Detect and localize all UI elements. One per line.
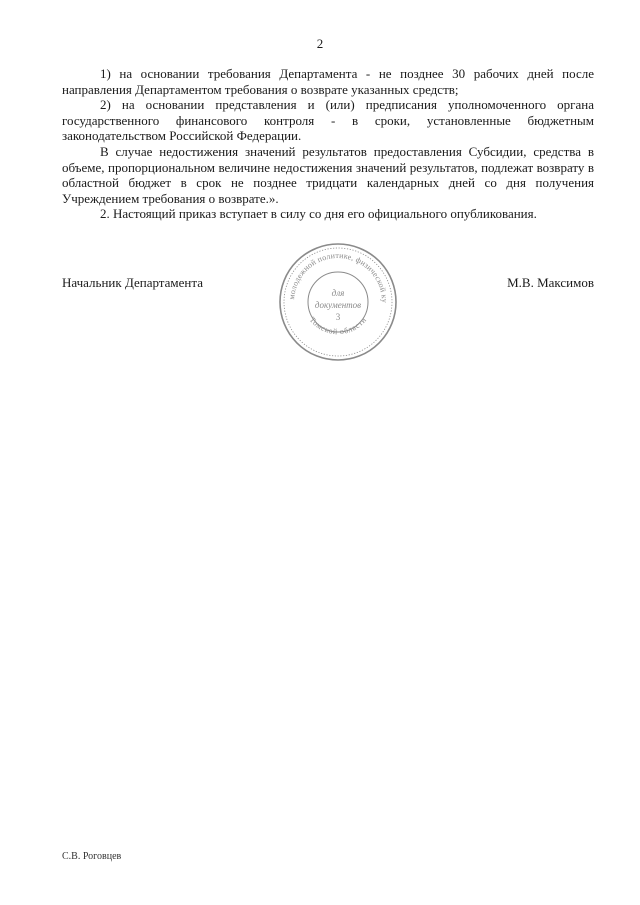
paragraph: 1) на основании требования Департамента - не позднее 30 рабочих дней после направления Департаментом требования о возврате указанных средств; (62, 66, 594, 97)
signatory-name: М.В. Максимов (507, 275, 594, 290)
seal-center-number: 3 (335, 312, 341, 322)
executor-name: С.В. Роговцев (62, 851, 122, 862)
paragraph: 2) на основании представления и (или) предписания уполномоченного органа государственного финансового контроля - в сроки, установленные бюджетным законодательством Российской Федерации. (62, 97, 594, 144)
paragraph: В случае недостижения значений результатов предоставления Субсидии, средства в объеме, пропорциональном величине недостижения значений результатов, подлежат возврату в областной бюджет в срок не позднее тридцати календарных дней со дня получения Учреждением требования о возврате.». (62, 143, 594, 206)
seal-outer-text: молодежной политике, физической ку (287, 250, 390, 303)
signatory-position: Начальник Департамента (62, 275, 203, 290)
page-number: 2 (316, 36, 324, 51)
paragraph: 2. Настоящий приказ вступает в силу со дня его официального опубликования. (100, 206, 537, 222)
seal-center-line1: для (331, 288, 345, 298)
seal-center-line2: документов (314, 300, 362, 310)
official-seal (276, 240, 400, 364)
document-body (62, 66, 594, 222)
seal-graphic (276, 240, 400, 364)
seal-region-text: Томской области (307, 315, 369, 337)
